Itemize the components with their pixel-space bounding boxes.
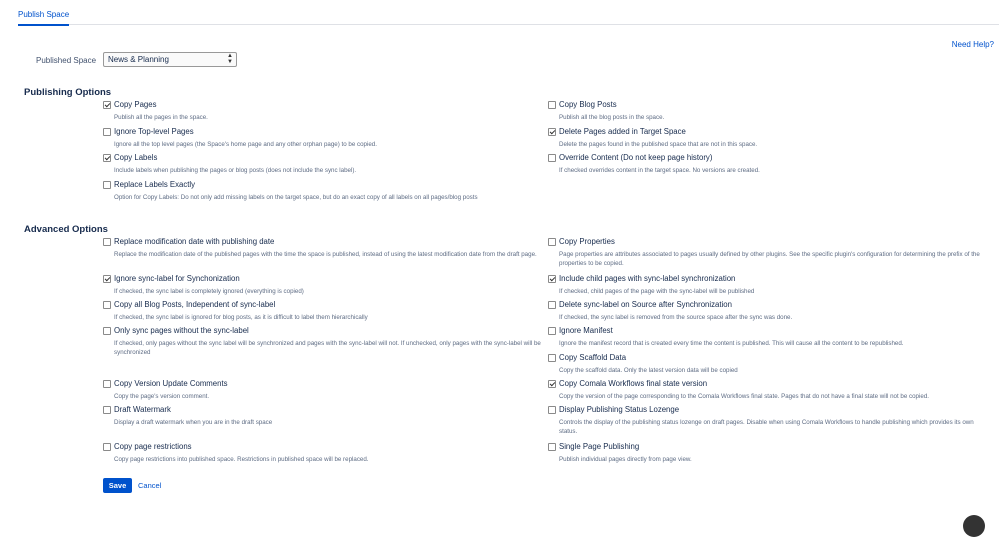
single-page-publishing-checkbox[interactable] (548, 443, 556, 451)
published-space-label: Published Space (36, 56, 97, 65)
option-label[interactable]: Override Content (Do not keep page history) (559, 153, 713, 162)
help-bubble-icon[interactable] (963, 515, 985, 537)
copy-scaffold-data-checkbox[interactable] (548, 354, 556, 362)
option-label[interactable]: Copy Comala Workflows final state version (559, 379, 708, 388)
save-button[interactable]: Save (103, 478, 132, 493)
replace-modification-date-checkbox[interactable] (103, 238, 111, 246)
published-space-select[interactable] (103, 52, 237, 67)
option-label[interactable]: Replace Labels Exactly (114, 180, 196, 189)
option-description: Ignore the manifest record that is created every time the content is published. This will cause all the content to be republished. (559, 340, 904, 347)
cancel-link[interactable]: Cancel (138, 481, 162, 490)
tab-bar (18, 0, 999, 25)
copy-pages-checkbox[interactable] (103, 101, 111, 109)
delete-sync-label-checkbox[interactable] (548, 301, 556, 309)
copy-all-blog-posts-checkbox[interactable] (103, 301, 111, 309)
tab-publish-space[interactable]: Publish Space (18, 10, 69, 26)
option-label[interactable]: Copy Version Update Comments (114, 379, 228, 388)
option-label[interactable]: Copy Blog Posts (559, 100, 617, 109)
option-label[interactable]: Copy Properties (559, 237, 615, 246)
ignore-top-level-pages-checkbox[interactable] (103, 128, 111, 136)
option-label[interactable]: Ignore Top-level Pages (114, 127, 194, 136)
option-description: Page properties are attributes associated to pages usually defined by other plugins. See the specific plugin's configuration for determining the prefix of the properties to be copied. (559, 251, 980, 267)
option-description: Publish individual pages directly from page view. (559, 456, 692, 463)
delete-pages-added-checkbox[interactable] (548, 128, 556, 136)
advanced-options-title: Advanced Options (24, 224, 108, 235)
option-description: If checked, the sync label is ignored for blog posts, as it is difficult to label them hierarchically (114, 314, 368, 321)
option-label[interactable]: Copy page restrictions (114, 442, 192, 451)
only-sync-without-label-checkbox[interactable] (103, 327, 111, 335)
option-label[interactable]: Copy Scaffold Data (559, 353, 627, 362)
option-description: Copy the version of the page corresponding to the Comala Workflows final state. Pages that do not have a final state will not be copied. (559, 393, 929, 400)
option-description: Ignore all the top level pages (the Space's home page and any other orphan page) to be copied. (114, 141, 377, 148)
option-label[interactable]: Ignore Manifest (559, 326, 613, 335)
option-description: Delete the pages found in the published space that are not in this space. (559, 141, 758, 148)
option-label[interactable]: Single Page Publishing (559, 442, 640, 451)
ignore-sync-label-checkbox[interactable] (103, 275, 111, 283)
option-label[interactable]: Include child pages with sync-label synchronization (559, 274, 736, 283)
publishing-options-title: Publishing Options (24, 87, 112, 98)
option-description: If checked, the sync label is completely ignored (everything is copied) (114, 288, 304, 295)
option-label[interactable]: Only sync pages without the sync-label (114, 326, 249, 335)
option-description: Replace the modification date of the published pages with the time the space is published, instead of using the latest modification date from the draft page. (114, 251, 537, 258)
copy-version-comments-checkbox[interactable] (103, 380, 111, 388)
option-description: Option for Copy Labels: Do not only add missing labels on the target space, but do an exact copy of all labels on all pages/blog posts (114, 194, 478, 201)
option-label[interactable]: Copy Labels (114, 153, 158, 162)
option-label[interactable]: Replace modification date with publishing date (114, 237, 275, 246)
option-description: If checked, only pages without the sync label will be synchronized and pages with the sync-label will not. If unchecked, only pages with the sync-label will be synchronized (114, 340, 541, 356)
ignore-manifest-checkbox[interactable] (548, 327, 556, 335)
option-label[interactable]: Copy all Blog Posts, Independent of sync-label (114, 300, 276, 309)
published-space-value: News & Planning (108, 55, 169, 64)
option-label[interactable]: Draft Watermark (114, 405, 171, 414)
option-description: Publish all the blog posts in the space. (559, 114, 665, 121)
copy-blog-posts-checkbox[interactable] (548, 101, 556, 109)
replace-labels-exactly-checkbox[interactable] (103, 181, 111, 189)
option-label[interactable]: Delete sync-label on Source after Synchronization (559, 300, 732, 309)
option-description: If checked, child pages of the page with the sync-label will be published (559, 288, 755, 295)
copy-labels-checkbox[interactable] (103, 154, 111, 162)
option-label[interactable]: Display Publishing Status Lozenge (559, 405, 680, 414)
option-label[interactable]: Copy Pages (114, 100, 157, 109)
include-child-pages-checkbox[interactable] (548, 275, 556, 283)
copy-comala-final-state-checkbox[interactable] (548, 380, 556, 388)
select-arrows-icon: ▲ ▼ (227, 53, 233, 65)
option-description: Include labels when publishing the pages or blog posts (does not include the sync label). (114, 167, 357, 174)
option-description: Copy the page's version comment. (114, 393, 210, 400)
display-status-lozenge-checkbox[interactable] (548, 406, 556, 414)
option-description: Copy page restrictions into published space. Restrictions in published space will be replaced. (114, 456, 369, 463)
option-description: Display a draft watermark when you are in the draft space (114, 419, 273, 426)
copy-page-restrictions-checkbox[interactable] (103, 443, 111, 451)
option-description: If checked overrides content in the target space. No versions are created. (559, 167, 760, 174)
need-help-link[interactable]: Need Help? (951, 40, 994, 49)
option-description: If checked, the sync label is removed from the source space after the sync was done. (559, 314, 793, 321)
option-description: Publish all the pages in the space. (114, 114, 208, 121)
option-description: Controls the display of the publishing status lozenge on draft pages. Disable when using Comala Workflows to handle publishing which provides its own status. (559, 419, 974, 435)
option-label[interactable]: Delete Pages added in Target Space (559, 127, 686, 136)
option-label[interactable]: Ignore sync-label for Synchonization (114, 274, 240, 283)
override-content-checkbox[interactable] (548, 154, 556, 162)
copy-properties-checkbox[interactable] (548, 238, 556, 246)
option-description: Copy the scaffold data. Only the latest version data will be copied (559, 367, 738, 374)
draft-watermark-checkbox[interactable] (103, 406, 111, 414)
